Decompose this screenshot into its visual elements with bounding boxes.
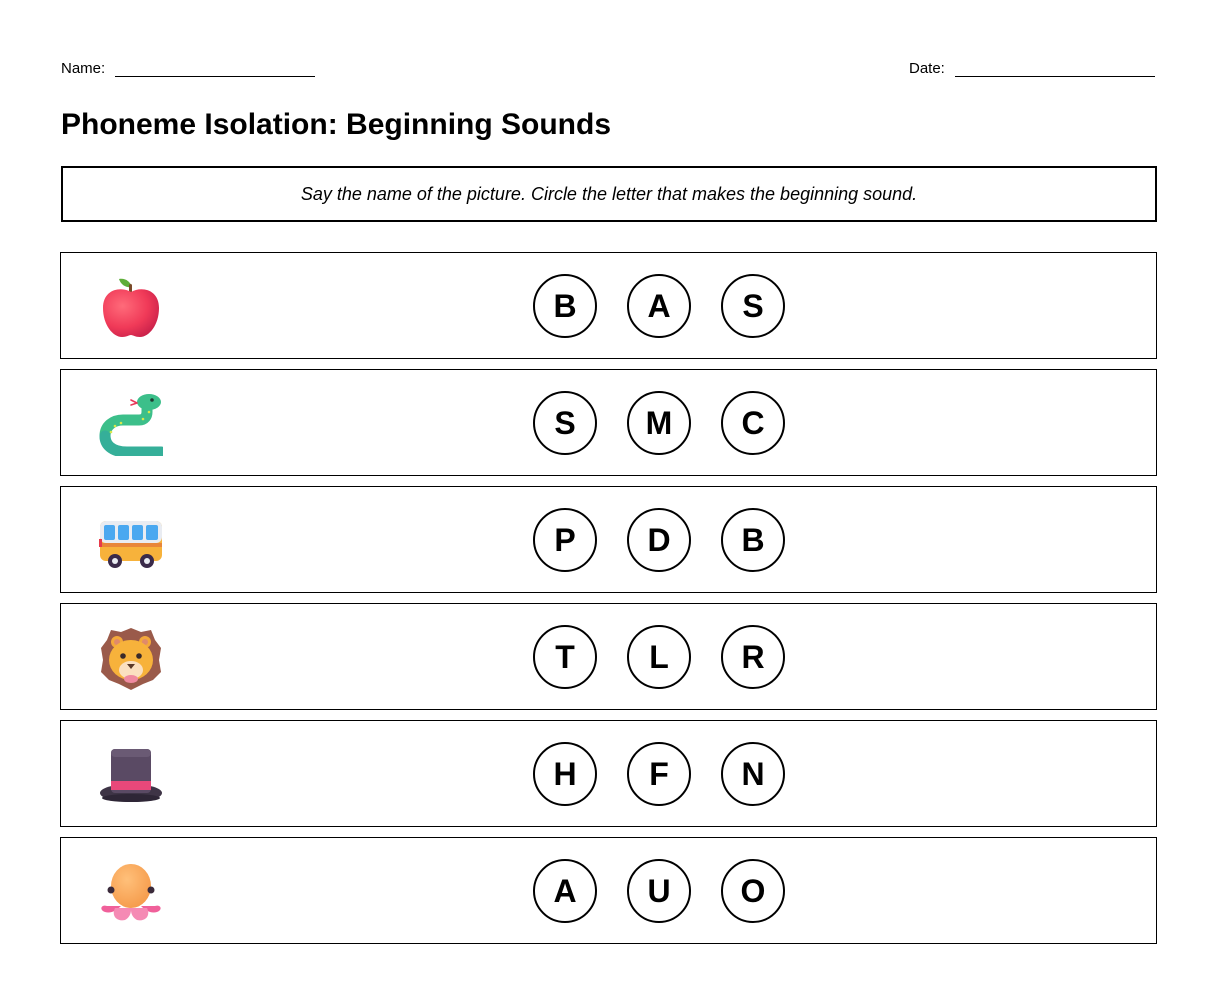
apple-icon [99,275,163,339]
letter-choice[interactable]: C [721,391,785,455]
letter-choice[interactable]: R [721,625,785,689]
letter-choice[interactable]: M [627,391,691,455]
date-blank-line[interactable] [955,63,1155,77]
exercise-row [60,486,1157,593]
date-label: Date: [909,60,945,77]
name-field[interactable] [61,60,315,77]
snake-icon [99,392,163,456]
letter-choices [533,391,785,455]
letter-choice[interactable]: A [627,274,691,338]
exercise-row [60,603,1157,710]
letter-choice[interactable]: S [533,391,597,455]
letter-choice[interactable]: S [721,274,785,338]
letter-choice[interactable]: O [721,859,785,923]
letter-choice[interactable]: B [721,508,785,572]
exercise-list [60,252,1157,954]
letter-choices [533,859,785,923]
letter-choice[interactable]: D [627,508,691,572]
letter-choices [533,508,785,572]
instructions-box [61,166,1157,222]
top-hat-icon [99,743,163,807]
letter-choice[interactable]: H [533,742,597,806]
letter-choices [533,742,785,806]
exercise-row [60,252,1157,359]
letter-choice[interactable]: T [533,625,597,689]
octopus-icon [99,860,163,924]
lion-icon [99,626,163,690]
letter-choice[interactable]: P [533,508,597,572]
letter-choices [533,274,785,338]
exercise-row [60,837,1157,944]
letter-choices [533,625,785,689]
name-blank-line[interactable] [115,63,315,77]
date-field[interactable] [909,60,1155,77]
exercise-row [60,369,1157,476]
bus-icon [99,509,163,573]
letter-choice[interactable]: A [533,859,597,923]
instructions-text: Say the name of the picture. Circle the letter that makes the beginning sound. [300,183,918,204]
letter-choice[interactable]: L [627,625,691,689]
exercise-row [60,720,1157,827]
page-title: Phoneme Isolation: Beginning Sounds [61,108,612,141]
letter-choice[interactable]: B [533,274,597,338]
letter-choice[interactable]: N [721,742,785,806]
letter-choice[interactable]: F [627,742,691,806]
name-label: Name: [61,60,106,77]
letter-choice[interactable]: U [627,859,691,923]
